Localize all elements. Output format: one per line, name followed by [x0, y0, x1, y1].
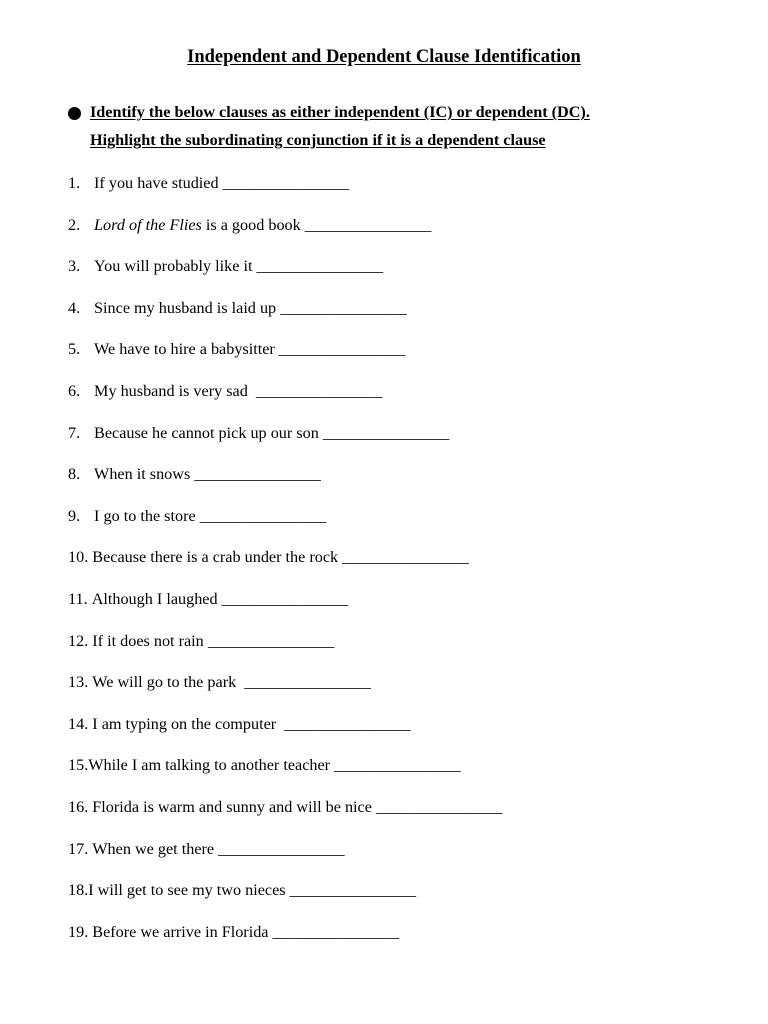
bullet-icon: [68, 107, 81, 120]
answer-blank[interactable]: ________________: [207, 631, 335, 650]
question-text: Because there is a crab under the rock: [92, 548, 343, 567]
instruction-line-2: Highlight the subordinating conjunction if it is a dependent clause: [90, 131, 546, 149]
answer-blank[interactable]: ________________: [199, 506, 327, 525]
question-text: When we get there: [92, 839, 219, 858]
question-item: [68, 921, 748, 963]
answer-blank[interactable]: ________________: [289, 881, 416, 900]
question-number: 18.: [68, 881, 89, 900]
question-number: 9.: [68, 506, 81, 525]
question-list: [68, 172, 748, 962]
question-number: 15.: [68, 756, 89, 775]
question-item: [68, 380, 748, 422]
question-item: [68, 671, 748, 713]
question-item: [68, 546, 748, 588]
answer-blank[interactable]: ________________: [375, 797, 503, 816]
instruction-line-1: Identify the below clauses as either independent (IC) or dependent (DC).: [90, 103, 590, 121]
answer-blank[interactable]: ________________: [322, 423, 450, 442]
answer-blank[interactable]: ________________: [255, 381, 383, 400]
answer-blank[interactable]: ________________: [272, 922, 399, 941]
answer-blank[interactable]: ________________: [342, 548, 469, 567]
question-text: If you have studied: [94, 174, 223, 192]
question-item: [68, 713, 748, 755]
answer-blank[interactable]: ________________: [280, 298, 407, 317]
question-number: 2.: [68, 215, 81, 234]
question-number: 5.: [68, 340, 81, 359]
question-text: Although I laughed: [91, 589, 222, 608]
answer-blank[interactable]: ________________: [284, 714, 411, 733]
question-item: [68, 879, 748, 921]
question-number: 10.: [68, 548, 89, 567]
question-text: Since my husband is laid up: [94, 298, 281, 317]
question-item: [68, 255, 748, 297]
question-item: [68, 754, 748, 796]
question-number: 8.: [68, 465, 81, 484]
question-item: [68, 338, 748, 380]
question-number: 19.: [68, 922, 89, 941]
question-text: I go to the store: [94, 506, 200, 525]
question-item: [68, 422, 748, 464]
question-item: [68, 297, 748, 339]
question-item: [68, 838, 748, 880]
answer-blank[interactable]: ________________: [218, 839, 345, 858]
question-number: 17.: [68, 839, 89, 858]
question-text: We have to hire a babysitter: [94, 340, 279, 359]
question-number: 1.: [68, 174, 81, 192]
question-number: 3.: [68, 257, 81, 276]
question-number: 14.: [68, 714, 89, 733]
question-number: 12.: [68, 631, 89, 650]
book-title: Lord of the Flies: [94, 215, 202, 234]
answer-blank[interactable]: ________________: [256, 257, 383, 276]
question-text: I am typing on the computer: [92, 714, 285, 733]
answer-blank[interactable]: ________________: [278, 340, 406, 359]
question-text: Before we arrive in Florida: [92, 922, 273, 941]
question-text: My husband is very sad: [94, 381, 256, 400]
question-text: When it snows: [94, 465, 195, 484]
question-item: [68, 214, 748, 256]
question-text: Florida is warm and sunny and will be nice: [92, 797, 376, 816]
question-text: You will probably like it: [94, 257, 257, 276]
question-number: 7.: [68, 423, 81, 442]
answer-blank[interactable]: ________________: [304, 215, 432, 234]
question-item: [68, 172, 748, 214]
question-number: 13.: [68, 673, 89, 692]
answer-blank[interactable]: ________________: [222, 174, 349, 192]
question-number: 4.: [68, 298, 81, 317]
question-text: While I am talking to another teacher: [88, 756, 335, 775]
question-text: We will go to the park: [92, 673, 245, 692]
question-number: 11.: [68, 589, 88, 608]
question-text: Because he cannot pick up our son: [94, 423, 323, 442]
question-text: If it does not rain: [92, 631, 208, 650]
question-text: I will get to see my two nieces: [88, 881, 290, 900]
answer-blank[interactable]: ________________: [221, 589, 348, 608]
answer-blank[interactable]: ________________: [194, 465, 321, 484]
question-item: [68, 588, 748, 630]
question-item: [68, 505, 748, 547]
answer-blank[interactable]: ________________: [334, 756, 461, 775]
question-item: [68, 630, 748, 672]
answer-blank[interactable]: ________________: [244, 673, 371, 692]
question-item: [68, 463, 748, 505]
question-text: is a good book: [201, 215, 305, 234]
page-title: Independent and Dependent Clause Identification: [187, 47, 581, 67]
question-number: 6.: [68, 381, 81, 400]
question-item: [68, 796, 748, 838]
question-number: 16.: [68, 797, 89, 816]
